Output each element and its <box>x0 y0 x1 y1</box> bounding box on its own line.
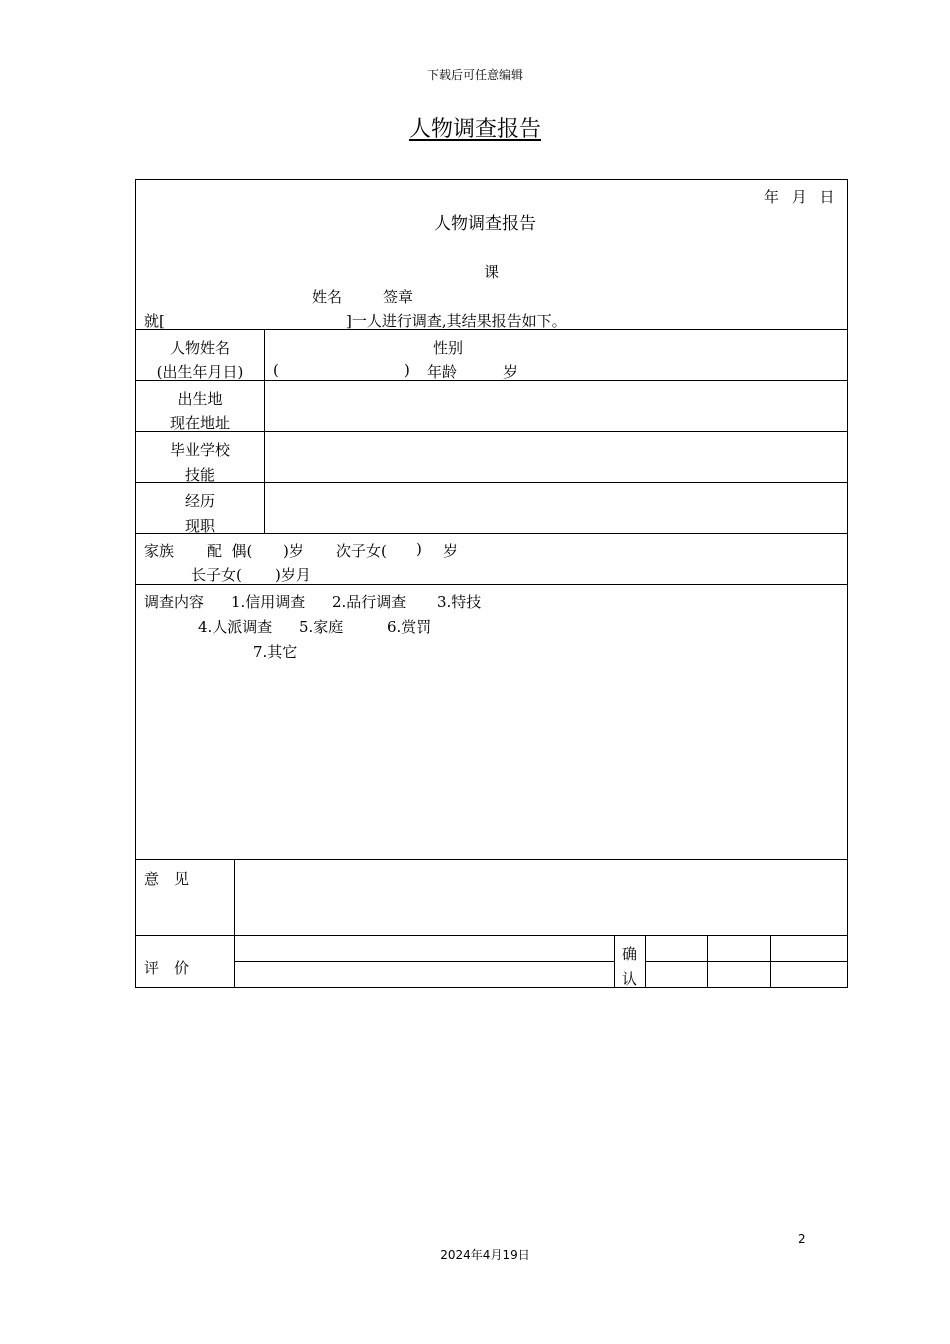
second-child-label: 次子女( <box>336 542 387 560</box>
birth-date-label: (出生年月日) <box>156 363 244 381</box>
history-label: 经历 <box>184 492 215 510</box>
second-child-age: 岁 <box>443 542 459 560</box>
person-name-label: 人物姓名 <box>169 339 230 357</box>
birth-date-open: ( <box>273 361 279 379</box>
confirm-cell-divider <box>707 935 708 987</box>
name-label: 姓名 <box>312 288 343 306</box>
page-number: 2 <box>798 1232 806 1246</box>
document-title <box>0 112 950 143</box>
row-divider <box>135 859 847 860</box>
survey-item-affiliation: 4.人派调查 <box>198 618 273 636</box>
header-note: 下载后可任意编辑 <box>426 68 523 82</box>
birthplace-label: 出生地 <box>177 390 223 408</box>
eldest-child-label: 长子女( <box>191 566 242 584</box>
confirm-label-bottom: 认 <box>622 970 638 988</box>
sign-label: 签章 <box>383 288 414 306</box>
dept-label: 课 <box>484 263 500 281</box>
birth-date-close: ) <box>404 361 410 379</box>
confirm-label-top: 确 <box>622 945 638 963</box>
confirm-cell-divider <box>770 935 771 987</box>
document-title-text: 人物调查报告 <box>408 117 541 142</box>
eldest-child-age: )岁月 <box>275 566 311 584</box>
opinion-label: 意 见 <box>144 870 190 888</box>
gender-label: 性别 <box>433 339 464 357</box>
evaluation-label: 评 价 <box>144 959 190 977</box>
intro-suffix: ]一人进行调查,其结果报告如下。 <box>346 312 567 330</box>
confirm-column-divider <box>614 935 615 987</box>
intro-prefix: 就[ <box>144 312 165 330</box>
age-unit: 岁 <box>503 363 519 381</box>
spouse-age: )岁 <box>283 542 304 560</box>
label-column-divider <box>264 329 265 533</box>
label-column-divider <box>234 859 235 987</box>
survey-item-other: 7.其它 <box>253 643 298 661</box>
confirm-line <box>645 961 847 962</box>
age-label: 年龄 <box>427 363 458 381</box>
survey-item-family: 5.家庭 <box>299 618 344 636</box>
evaluation-line <box>234 961 614 962</box>
survey-item-conduct: 2.品行调查 <box>332 593 407 611</box>
survey-item-credit: 1.信用调查 <box>231 593 306 611</box>
confirm-cell-divider <box>645 935 646 987</box>
family-label: 家族 <box>144 542 175 560</box>
survey-item-skill: 3.特技 <box>437 593 482 611</box>
footer-date: 2024年4月19日 <box>440 1248 530 1262</box>
row-divider <box>135 935 847 936</box>
address-label: 现在地址 <box>169 414 230 432</box>
survey-label: 调查内容 <box>144 593 205 611</box>
second-child-close: ) <box>416 540 422 558</box>
survey-item-rewards: 6.赏罚 <box>387 618 432 636</box>
skills-label: 技能 <box>184 466 215 484</box>
school-label: 毕业学校 <box>169 441 230 459</box>
spouse-label: 配 偶( <box>207 542 253 560</box>
current-job-label: 现职 <box>184 517 215 535</box>
date-label: 年 月 日 <box>764 188 835 206</box>
form-title: 人物调查报告 <box>434 214 536 234</box>
